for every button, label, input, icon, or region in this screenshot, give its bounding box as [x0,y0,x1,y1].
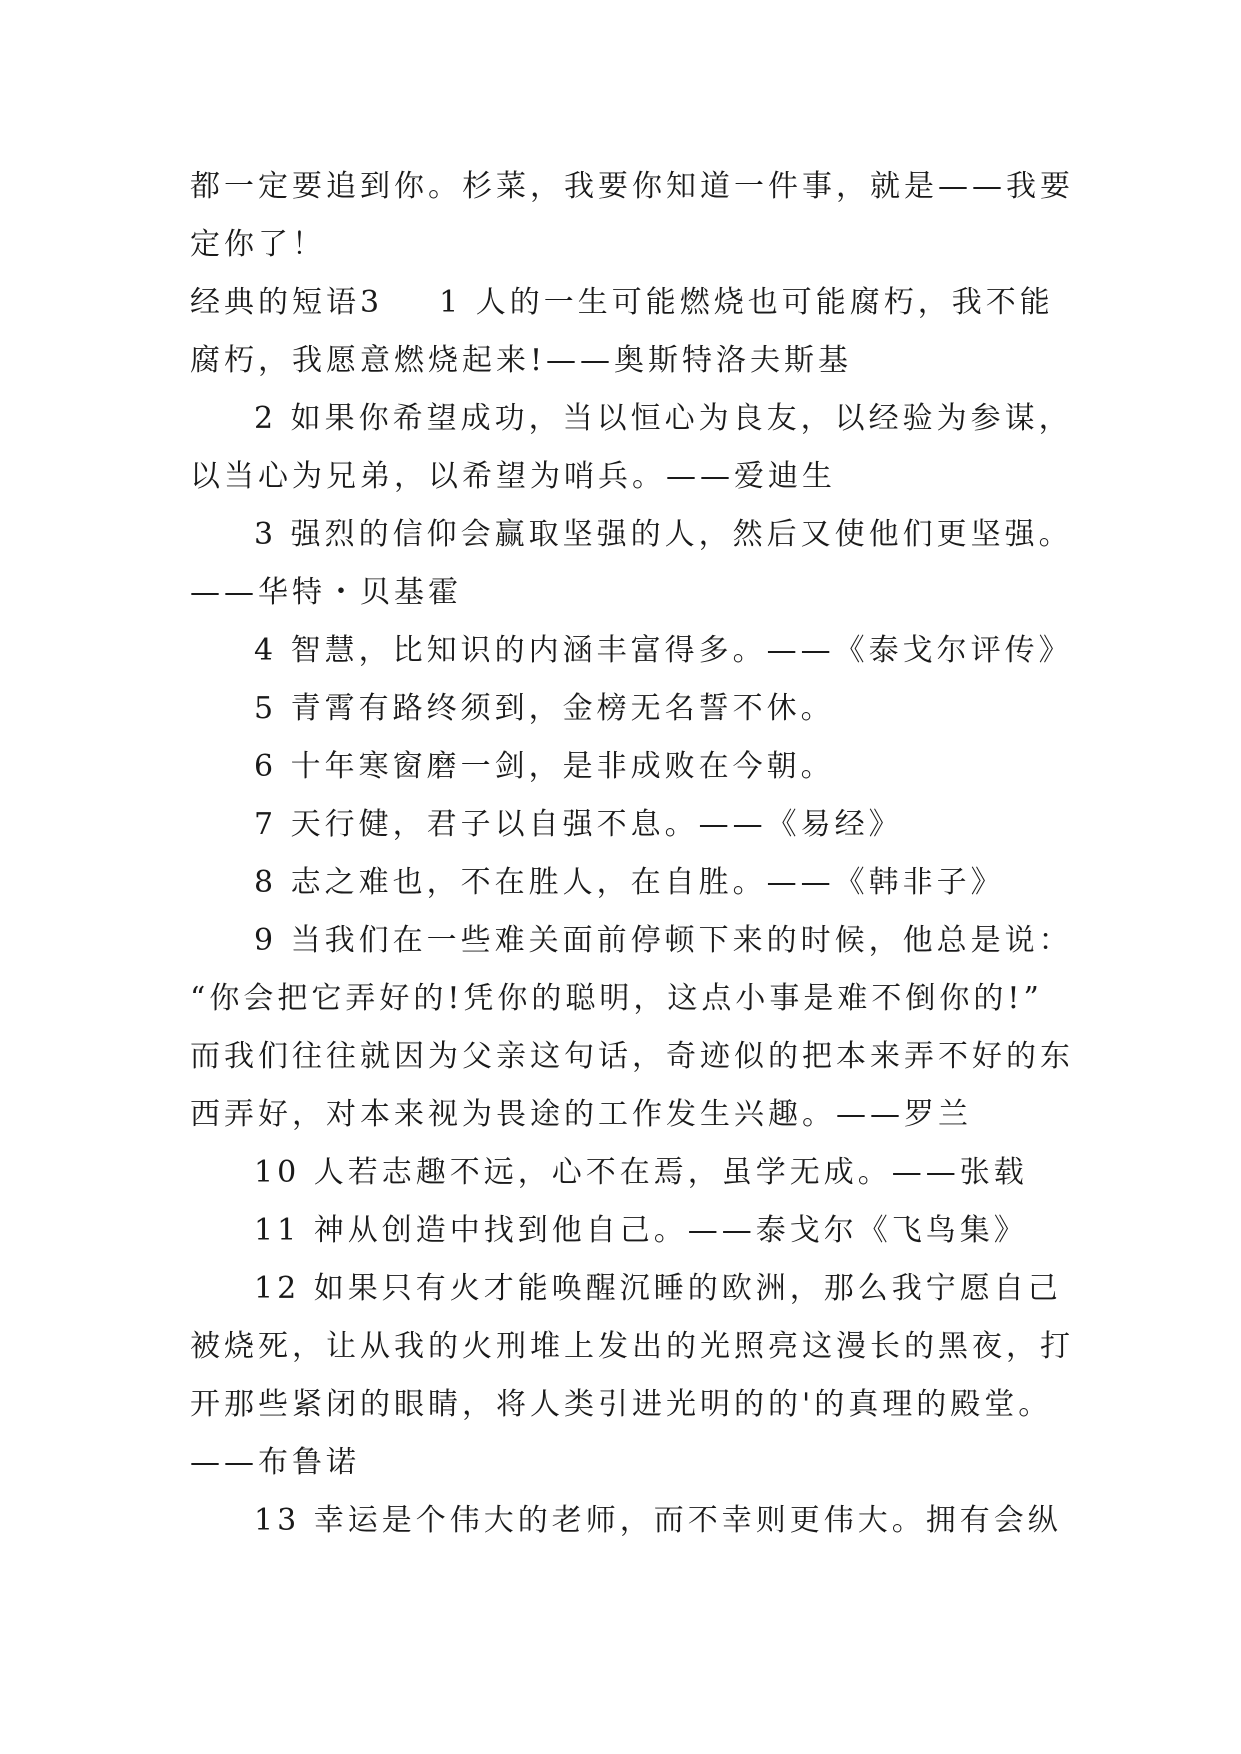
quote-item: 4 智慧，比知识的内涵丰富得多。——《泰戈尔评传》 [254,633,1073,668]
text-line: 开那些紧闭的眼睛，将人类引进光明的的'的真理的殿堂。 [190,1387,1053,1422]
text-line: 被烧死，让从我的火刑堆上发出的光照亮这漫长的黑夜，打 [190,1329,1074,1364]
quote-item: 3 强烈的信仰会赢取坚强的人，然后又使他们更坚强。 [254,517,1073,552]
text-line: ——华特・贝基霍 [190,575,462,610]
quote-item: 8 志之难也，不在胜人，在自胜。——《韩非子》 [254,865,1005,900]
text-line: 而我们往往就因为父亲这句话，奇迹似的把本来弄不好的东 [190,1039,1074,1074]
quote-item: 9 当我们在一些难关面前停顿下来的时候，他总是说： [254,923,1073,958]
text-line: 以当心为兄弟，以希望为哨兵。——爱迪生 [190,459,836,494]
quote-item: 5 青霄有路终须到，金榜无名誓不休。 [254,691,835,726]
quote-item: 10 人若志趣不远，心不在焉，虽学无成。——张载 [254,1155,1028,1190]
quote-item: 12 如果只有火才能唤醒沉睡的欧洲，那么我宁愿自己 [254,1271,1062,1306]
text-line: 定你了！ [190,227,326,262]
text-line: “你会把它弄好的!凭你的聪明，这点小事是难不倒你的!” [190,981,1043,1016]
quote-1-start: 1 人的一生可能燃烧也可能腐朽，我不能 [439,285,1054,320]
text-line: 腐朽，我愿意燃烧起来!——奥斯特洛夫斯基 [190,343,853,378]
quote-item: 7 天行健，君子以自强不息。——《易经》 [254,807,903,842]
text-line: 西弄好，对本来视为畏途的工作发生兴趣。——罗兰 [190,1097,972,1132]
quote-item: 13 幸运是个伟大的老师，而不幸则更伟大。拥有会纵 [254,1503,1062,1538]
section-heading-line [190,274,1070,332]
text-line: ——布鲁诺 [190,1445,360,1480]
quote-item: 2 如果你希望成功，当以恒心为良友，以经验为参谋， [254,401,1073,436]
document-body [190,158,1074,1550]
quote-item: 11 神从创造中找到他自己。——泰戈尔《飞鸟集》 [254,1213,1028,1248]
quote-item: 6 十年寒窗磨一剑，是非成败在今朝。 [254,749,835,784]
text-line: 都一定要追到你。杉菜，我要你知道一件事，就是——我要 [190,169,1074,204]
section-heading: 经典的短语3 [190,285,384,320]
